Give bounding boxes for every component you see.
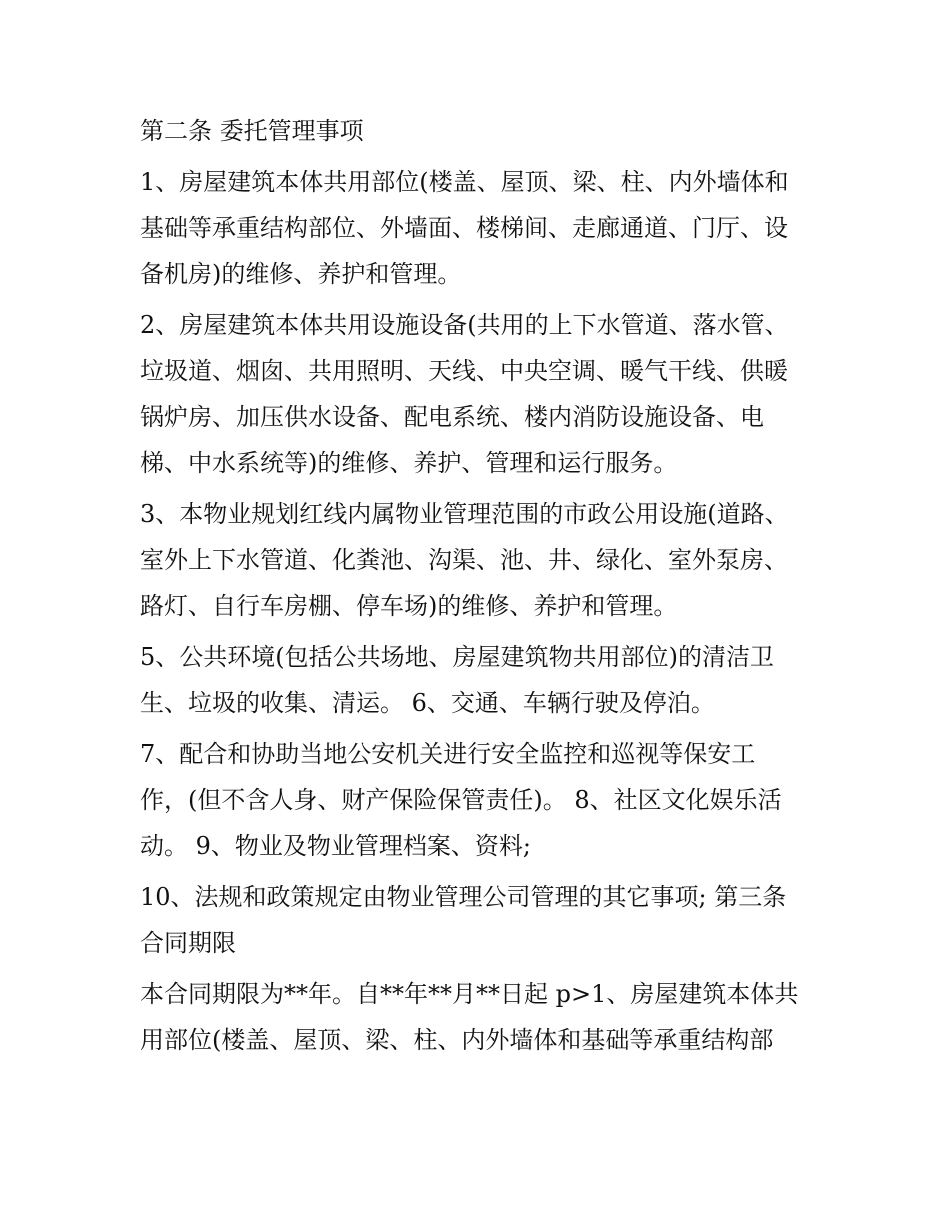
- section-heading: 合同期限: [140, 929, 236, 957]
- paragraph-line: 垃圾道、烟囱、共用照明、天线、中央空调、暖气干线、供暖: [140, 357, 788, 385]
- paragraph-line: 路灯、自行车房棚、停车场)的维修、养护和管理。: [140, 592, 678, 620]
- paragraph-line: 梯、中水系统等)的维修、养护、管理和运行服务。: [140, 449, 678, 477]
- paragraph-line: 生、垃圾的收集、清运。 6、交通、车辆行驶及停泊。: [140, 689, 715, 717]
- paragraph-line: 2、房屋建筑本体共用设施设备(共用的上下水管道、落水管、: [140, 311, 789, 339]
- paragraph-line: 本合同期限为**年。自**年**月**日起 p>1、房屋建筑本体共: [140, 980, 799, 1008]
- paragraph-line: 3、本物业规划红线内属物业管理范围的市政公用设施(道路、: [140, 500, 789, 528]
- paragraph-line: 动。 9、物业及物业管理档案、资料;: [140, 832, 531, 860]
- section-heading: 第二条 委托管理事项: [140, 117, 364, 145]
- paragraph-line: 5、公共环境(包括公共场地、房屋建筑物共用部位)的清洁卫: [140, 643, 774, 671]
- paragraph-line: 10、法规和政策规定由物业管理公司管理的其它事项; 第三条: [140, 883, 787, 911]
- paragraph-line: 7、配合和协助当地公安机关进行安全监控和巡视等保安工: [140, 740, 756, 768]
- paragraph-line: 基础等承重结构部位、外墙面、楼梯间、走廊通道、门厅、设: [140, 214, 788, 242]
- paragraph-line: 用部位(楼盖、屋顶、梁、柱、内外墙体和基础等承重结构部: [140, 1026, 774, 1054]
- paragraph-line: 1、房屋建筑本体共用部位(楼盖、屋顶、梁、柱、内外墙体和: [140, 168, 789, 196]
- document-body: [140, 108, 830, 1063]
- paragraph-line: 备机房)的维修、养护和管理。: [140, 260, 462, 288]
- paragraph-line: 室外上下水管道、化粪池、沟渠、池、井、绿化、室外泵房、: [140, 546, 788, 574]
- paragraph-line: 作，(但不含人身、财产保险保管责任)。 8、社区文化娱乐活: [140, 786, 782, 814]
- paragraph-line: 锅炉房、加压供水设备、配电系统、楼内消防设施设备、电: [140, 403, 764, 431]
